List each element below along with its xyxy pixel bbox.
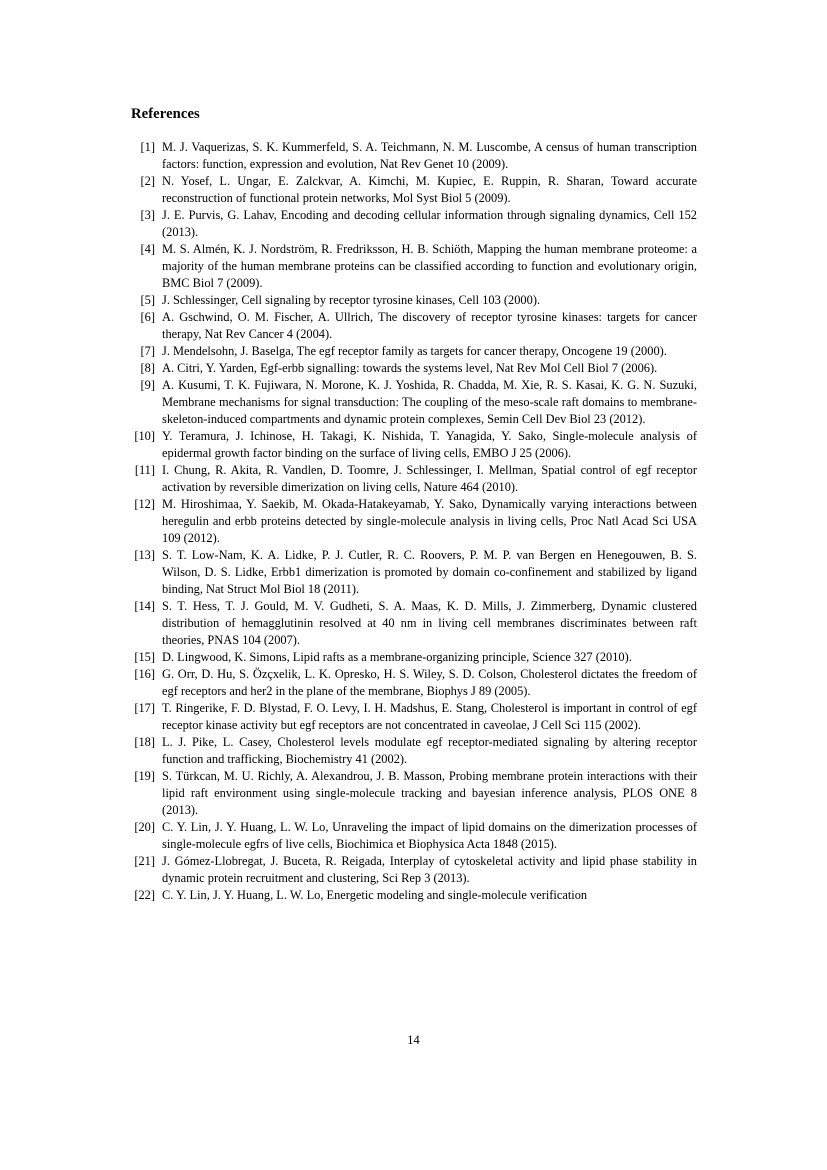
- reference-text: A. Citri, Y. Yarden, Egf-erbb signalling: towards the systems level, Nat Rev Mol Cell Biol 7 (2006).: [162, 360, 658, 375]
- reference-entry: [131, 207, 697, 241]
- reference-text: N. Yosef, L. Ungar, E. Zalckvar, A. Kimchi, M. Kupiec, E. Ruppin, R. Sharan, Toward accurate reconstruction of functional protein networks, Mol Syst Biol 5 (2009).: [162, 173, 697, 205]
- reference-entry: [131, 428, 697, 462]
- reference-entry: [131, 887, 697, 904]
- reference-entry: [131, 598, 697, 649]
- reference-label: [15]: [134, 649, 155, 664]
- reference-text: C. Y. Lin, J. Y. Huang, L. W. Lo, Energetic modeling and single-molecule verification: [162, 887, 588, 902]
- reference-label: [19]: [134, 768, 155, 783]
- reference-text: J. Gómez-Llobregat, J. Buceta, R. Reigada, Interplay of cytoskeletal activity and lipid phase stability in dynamic protein recruitment and clustering, Sci Rep 3 (2013).: [162, 853, 697, 885]
- reference-text: T. Ringerike, F. D. Blystad, F. O. Levy, I. H. Madshus, E. Stang, Cholesterol is important in control of egf receptor kinase activity but egf receptors are not concentrated in caveolae, J Cell Sci 115 (2002).: [162, 700, 697, 732]
- reference-label: [20]: [134, 819, 155, 834]
- reference-text: M. S. Almén, K. J. Nordström, R. Fredriksson, H. B. Schiöth, Mapping the human membrane proteome: a majority of the human membrane proteins can be classified according to function and evolutionary origin, BMC Biol 7 (2009).: [162, 241, 697, 290]
- references-section: [131, 106, 697, 904]
- reference-text: G. Orr, D. Hu, S. Özçxelik, L. K. Opresko, H. S. Wiley, S. D. Colson, Cholesterol dictates the freedom of egf receptors and her2 in the plane of the membrane, Biophys J 89 (2005).: [162, 666, 697, 698]
- reference-text: J. Schlessinger, Cell signaling by receptor tyrosine kinases, Cell 103 (2000).: [162, 292, 541, 307]
- reference-label: [13]: [134, 547, 155, 562]
- reference-text: M. J. Vaquerizas, S. K. Kummerfeld, S. A. Teichmann, N. M. Luscombe, A census of human transcription factors: function, expression and evolution, Nat Rev Genet 10 (2009).: [162, 139, 697, 171]
- reference-entry: [131, 547, 697, 598]
- reference-label: [17]: [134, 700, 155, 715]
- reference-label: [5]: [140, 292, 155, 307]
- reference-text: S. T. Low-Nam, K. A. Lidke, P. J. Cutler, R. C. Roovers, P. M. P. van Bergen en Henegouwen, B. S. Wilson, D. S. Lidke, Erbb1 dimerization is promoted by domain co-confinement and stabilized by ligand binding, Nat Struct Mol Biol 18 (2011).: [162, 547, 697, 596]
- reference-text: J. Mendelsohn, J. Baselga, The egf receptor family as targets for cancer therapy, Oncogene 19 (2000).: [162, 343, 667, 358]
- reference-label: [18]: [134, 734, 155, 749]
- reference-text: M. Hiroshimaa, Y. Saekib, M. Okada-Hatakeyamab, Y. Sako, Dynamically varying interactions between heregulin and erbb proteins detected by single-molecule analysis in living cells, Proc Natl Acad Sci USA 109 (2012).: [162, 496, 697, 545]
- reference-entry: [131, 139, 697, 173]
- reference-label: [6]: [140, 309, 155, 324]
- reference-label: [2]: [140, 173, 155, 188]
- reference-entry: [131, 360, 697, 377]
- reference-label: [14]: [134, 598, 155, 613]
- reference-label: [10]: [134, 428, 155, 443]
- reference-label: [22]: [134, 887, 155, 902]
- reference-text: D. Lingwood, K. Simons, Lipid rafts as a membrane-organizing principle, Science 327 (2010).: [162, 649, 632, 664]
- reference-text: I. Chung, R. Akita, R. Vandlen, D. Toomre, J. Schlessinger, I. Mellman, Spatial control of egf receptor activation by reversible dimerization on living cells, Nature 464 (2010).: [162, 462, 697, 494]
- reference-label: [7]: [140, 343, 155, 358]
- reference-label: [9]: [140, 377, 155, 392]
- reference-text: S. Türkcan, M. U. Richly, A. Alexandrou, J. B. Masson, Probing membrane protein interactions with their lipid raft environment using single-molecule tracking and bayesian inference analysis, PLOS ONE 8 (2013).: [162, 768, 697, 817]
- reference-text: Y. Teramura, J. Ichinose, H. Takagi, K. Nishida, T. Yanagida, Y. Sako, Single-molecule analysis of epidermal growth factor binding on the surface of living cells, EMBO J 25 (2006).: [162, 428, 697, 460]
- reference-entry: [131, 377, 697, 428]
- reference-text: C. Y. Lin, J. Y. Huang, L. W. Lo, Unraveling the impact of lipid domains on the dimerization processes of single-molecule egfrs of live cells, Biochimica et Biophysica Acta 1848 (2015).: [162, 819, 697, 851]
- reference-list: [131, 139, 697, 904]
- reference-label: [3]: [140, 207, 155, 222]
- reference-entry: [131, 462, 697, 496]
- reference-text: A. Gschwind, O. M. Fischer, A. Ullrich, The discovery of receptor tyrosine kinases: targets for cancer therapy, Nat Rev Cancer 4 (2004).: [162, 309, 697, 341]
- reference-text: J. E. Purvis, G. Lahav, Encoding and decoding cellular information through signaling dynamics, Cell 152 (2013).: [162, 207, 697, 239]
- reference-entry: [131, 496, 697, 547]
- reference-text: L. J. Pike, L. Casey, Cholesterol levels modulate egf receptor-mediated signaling by altering receptor function and trafficking, Biochemistry 41 (2002).: [162, 734, 697, 766]
- reference-entry: [131, 700, 697, 734]
- reference-entry: [131, 734, 697, 768]
- reference-entry: [131, 309, 697, 343]
- reference-text: S. T. Hess, T. J. Gould, M. V. Gudheti, S. A. Maas, K. D. Mills, J. Zimmerberg, Dynamic clustered distribution of hemagglutinin resolved at 40 nm in living cell membranes discriminates between raft theories, PNAS 104 (2007).: [162, 598, 697, 647]
- reference-label: [1]: [140, 139, 155, 154]
- reference-entry: [131, 241, 697, 292]
- reference-label: [8]: [140, 360, 155, 375]
- reference-entry: [131, 819, 697, 853]
- reference-label: [16]: [134, 666, 155, 681]
- reference-label: [4]: [140, 241, 155, 256]
- reference-text: A. Kusumi, T. K. Fujiwara, N. Morone, K. J. Yoshida, R. Chadda, M. Xie, R. S. Kasai, K. G. N. Suzuki, Membrane mechanisms for signal transduction: The coupling of the meso-scale raft domains to membrane-skeleton-induced compartments and dynamic protein complexes, Semin Cell Dev Biol 23 (2012).: [162, 377, 697, 426]
- reference-entry: [131, 343, 697, 360]
- reference-entry: [131, 292, 697, 309]
- reference-label: [12]: [134, 496, 155, 511]
- reference-entry: [131, 768, 697, 819]
- page-title: References: [131, 106, 200, 122]
- reference-entry: [131, 649, 697, 666]
- page-number: 14: [407, 1033, 420, 1047]
- reference-entry: [131, 853, 697, 887]
- reference-entry: [131, 666, 697, 700]
- reference-label: [21]: [134, 853, 155, 868]
- reference-entry: [131, 173, 697, 207]
- reference-label: [11]: [134, 462, 155, 477]
